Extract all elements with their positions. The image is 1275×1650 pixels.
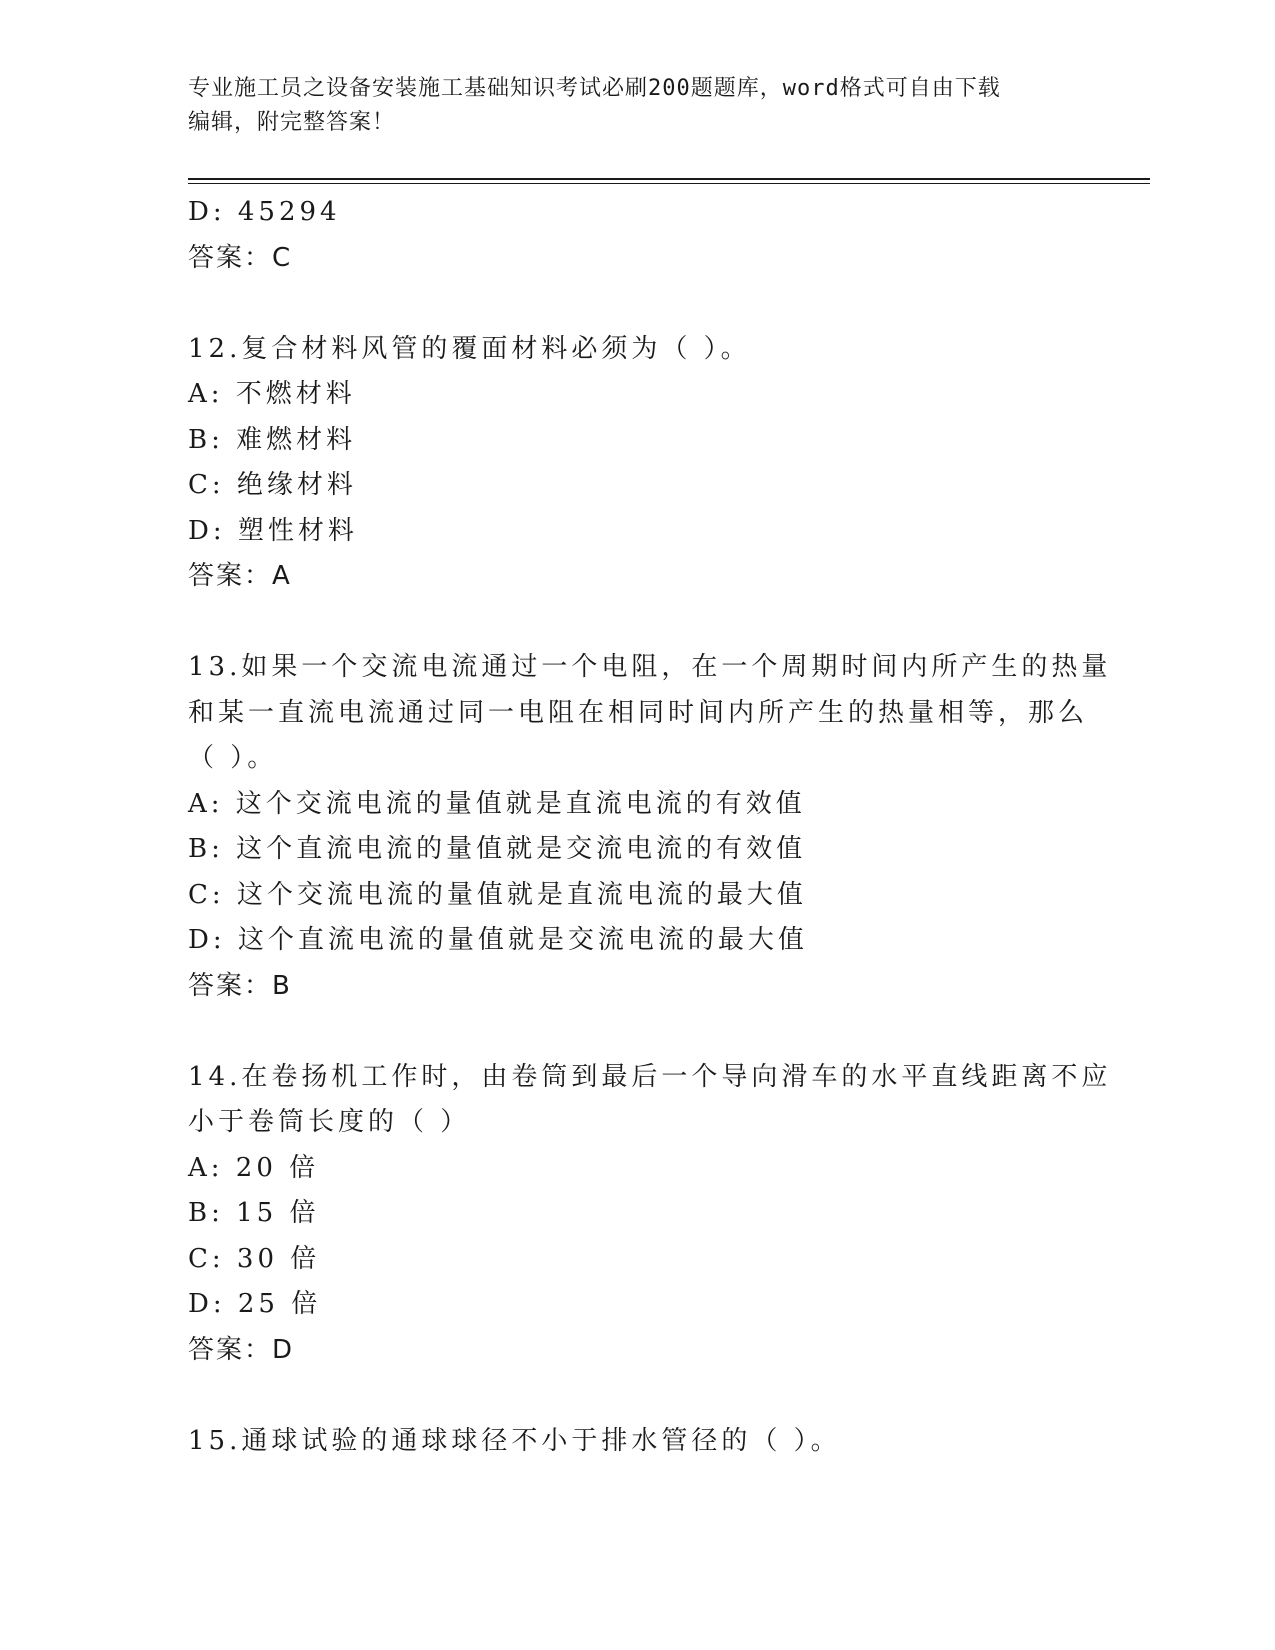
option-b: B: 这个直流电流的量值就是交流电流的有效值 [188, 834, 807, 864]
header-divider-thick [188, 178, 1150, 180]
option-a: A: 20 倍 [188, 1152, 320, 1183]
question-11-tail [188, 190, 1088, 281]
question-13 [188, 645, 1112, 1009]
question-stem-line-1: 13.如果一个交流电流通过一个电阻，在一个周期时间内所产生的热量 [188, 652, 1112, 682]
option-b: B: 难燃材料 [188, 424, 357, 455]
question-15 [188, 1419, 1088, 1465]
option-a: A: 这个交流电流的量值就是直流电流的有效值 [188, 788, 806, 819]
spacer [188, 1373, 1088, 1419]
option-d: D: 25 倍 [188, 1289, 322, 1319]
question-12 [188, 327, 1088, 600]
question-stem: 15.通球试验的通球球径不小于排水管径的（ ）。 [188, 1425, 841, 1456]
question-14 [188, 1055, 1112, 1374]
option-b: B: 15 倍 [188, 1198, 320, 1228]
option-c: C: 这个交流电流的量值就是直流电流的最大值 [188, 879, 807, 910]
answer: 答案：B [188, 970, 292, 1001]
answer: 答案：D [188, 1334, 295, 1365]
answer: 答案：A [188, 561, 292, 591]
question-stem: 12.复合材料风管的覆面材料必须为（ ）。 [188, 333, 751, 364]
spacer [188, 600, 1088, 646]
header-divider-thin [188, 183, 1150, 184]
question-stem-line-1: 14.在卷扬机工作时，由卷筒到最后一个导向滑车的水平直线距离不应 [188, 1061, 1112, 1092]
document-header [188, 72, 1088, 140]
header-line-2: 编辑，附完整答案！ [188, 110, 396, 135]
option-d: D: 这个直流电流的量值就是交流电流的最大值 [188, 925, 808, 955]
option-a: A: 不燃材料 [188, 379, 356, 409]
header-line-1: 专业施工员之设备安装施工基础知识考试必刷200题题库，word格式可自由下载 [188, 76, 1001, 101]
question-stem-line-3: （ ）。 [188, 743, 278, 773]
spacer [188, 1009, 1088, 1055]
question-list [188, 190, 1112, 1464]
option-d: D: 塑性材料 [188, 515, 358, 546]
spacer [188, 281, 1088, 327]
option-c: C: 绝缘材料 [188, 470, 357, 500]
question-stem-line-2: 和某一直流电流通过同一电阻在相同时间内所产生的热量相等，那么 [188, 697, 1089, 728]
option-d: D: 45294 [188, 197, 341, 227]
question-stem-line-2: 小于卷筒长度的（ ） [188, 1107, 471, 1137]
option-c: C: 30 倍 [188, 1243, 321, 1274]
answer: 答案：C [188, 242, 293, 273]
